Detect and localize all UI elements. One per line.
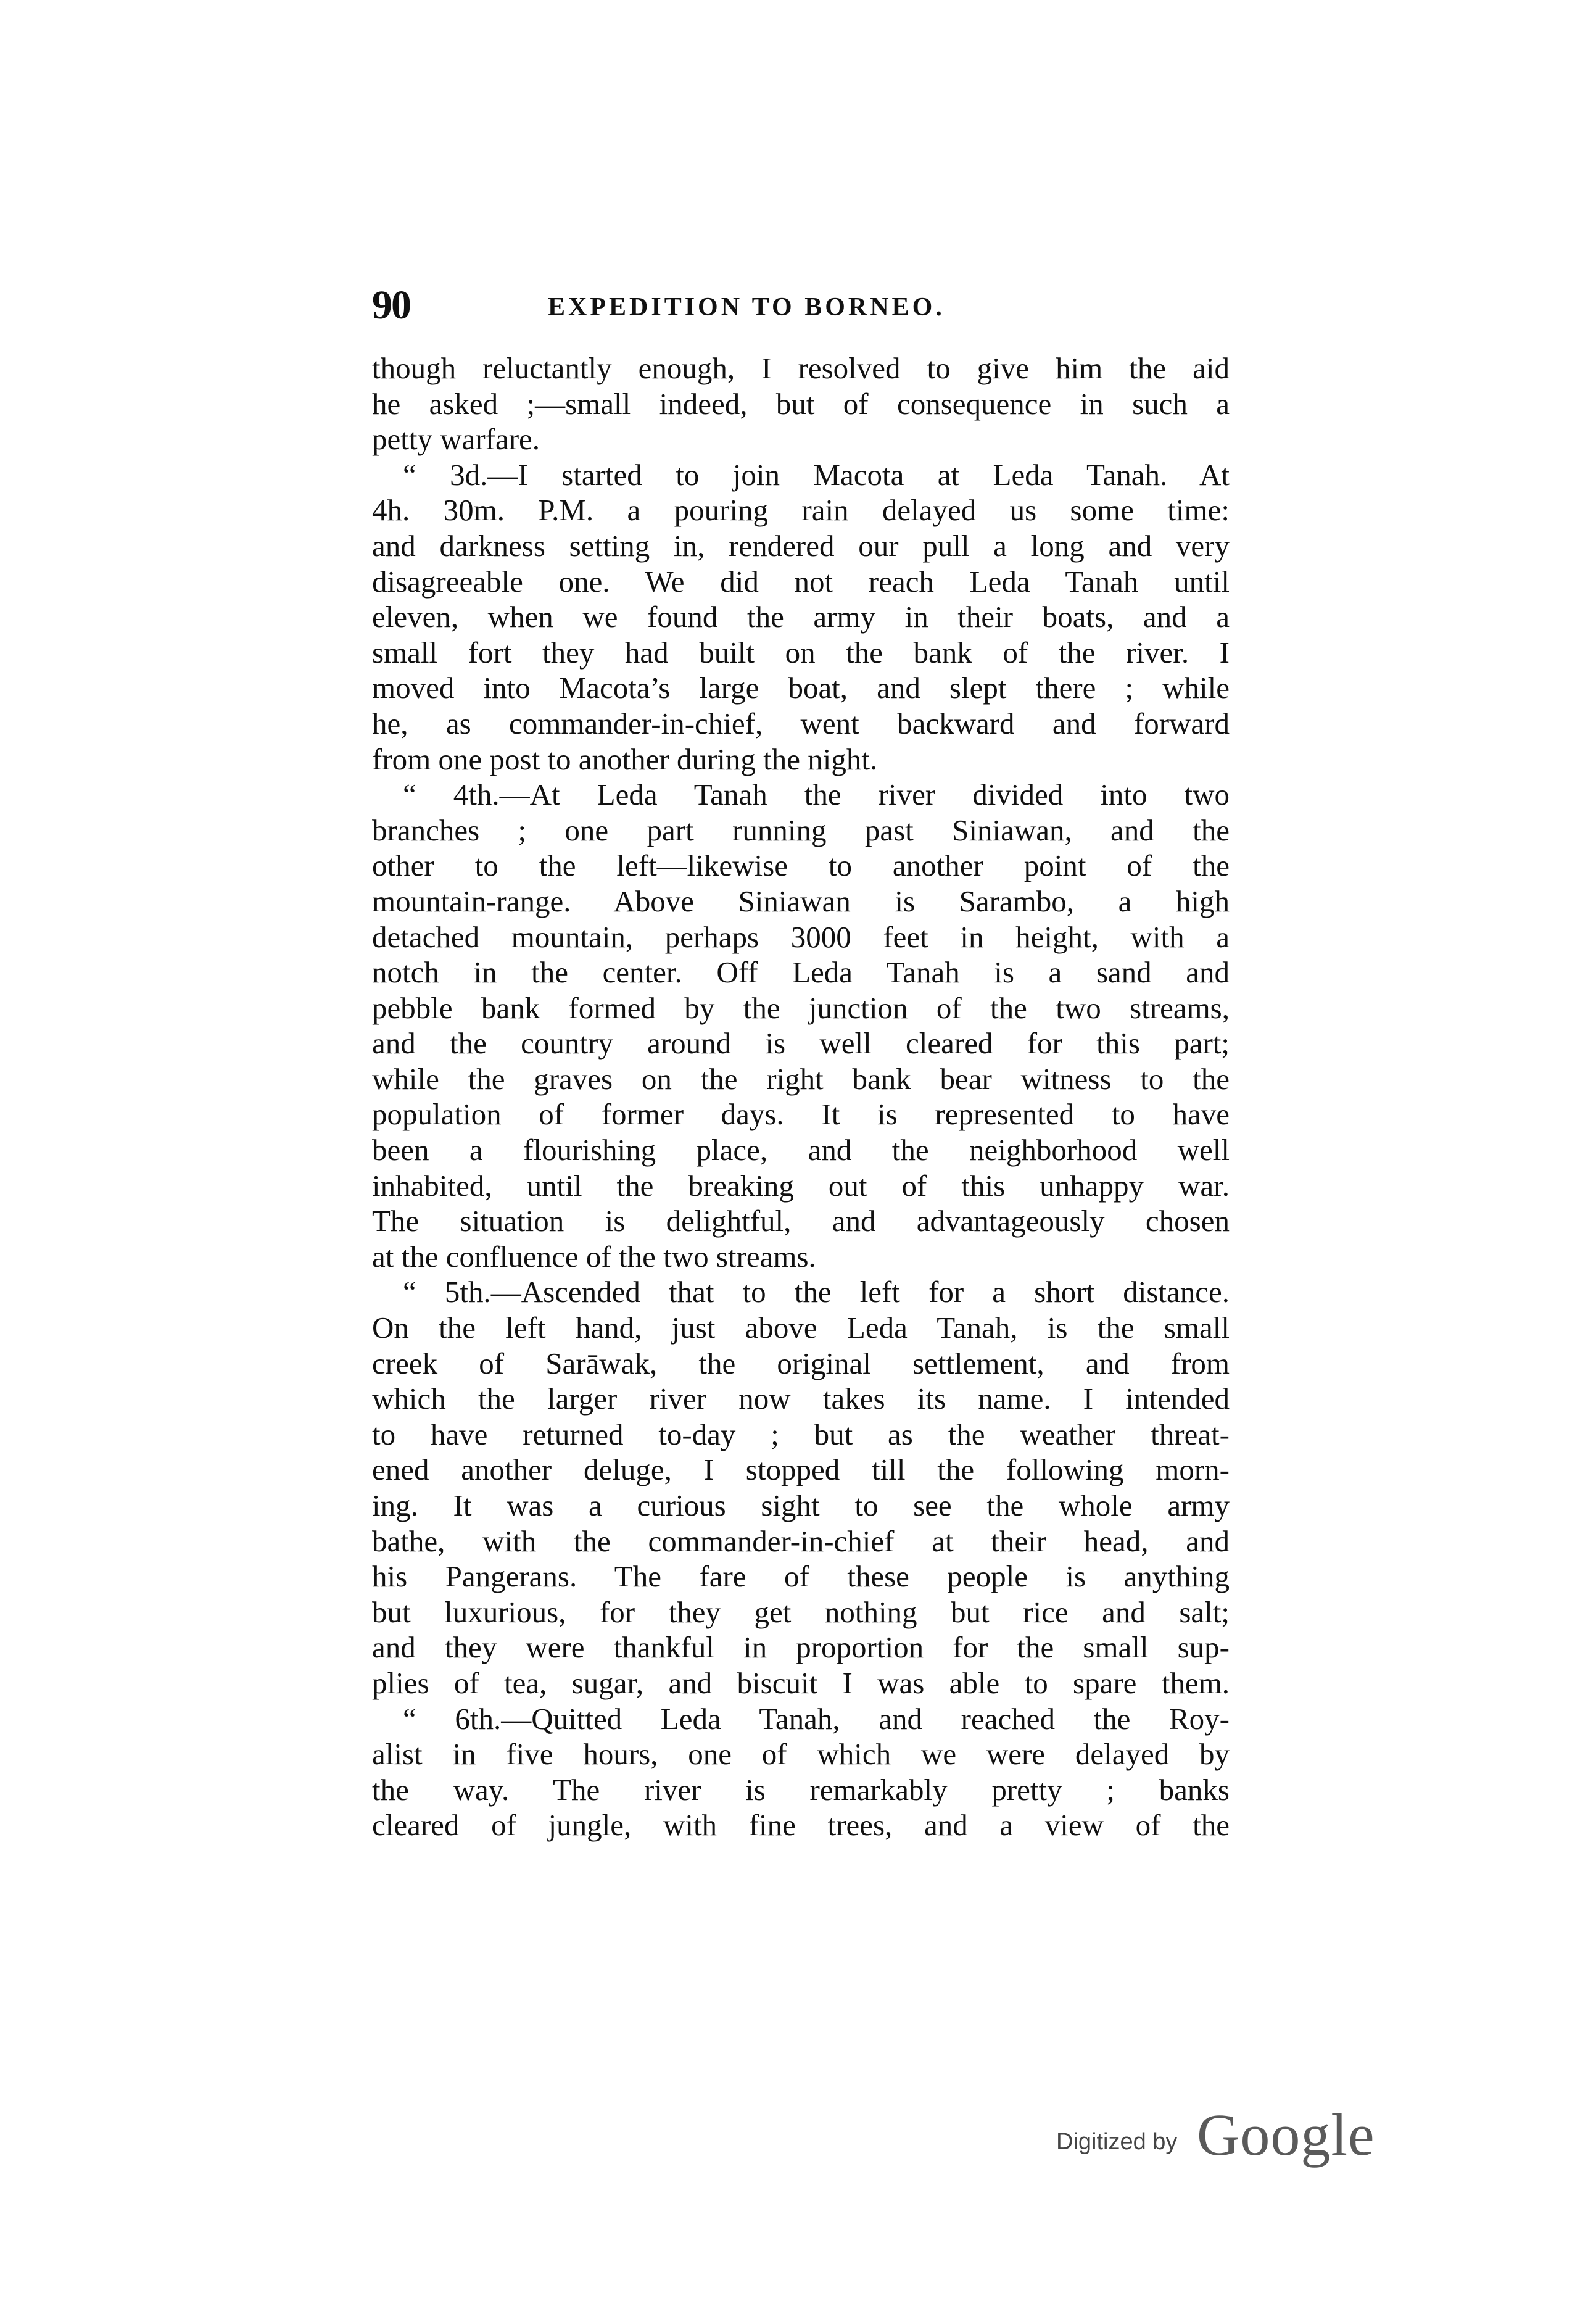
body-text — [372, 350, 1230, 1843]
text-line: moved into Macota’s large boat, and slept there ; while — [372, 671, 1230, 705]
text-line: he, as commander-in-chief, went backward and forward — [372, 706, 1230, 740]
text-line: detached mountain, perhaps 3000 feet in height, with a — [372, 919, 1230, 954]
text-line: ing. It was a curious sight to see the whole army — [372, 1488, 1230, 1522]
text-line: other to the left—likewise to another point of the — [372, 848, 1230, 883]
text-line: though reluctantly enough, I resolved to give him the aid — [372, 351, 1230, 385]
text-line: and they were thankful in proportion for the small sup- — [372, 1630, 1230, 1665]
text-line: and the country around is well cleared for this part; — [372, 1026, 1230, 1061]
text-line: bathe, with the commander-in-chief at their head, and — [372, 1524, 1230, 1558]
google-logo: Google — [1197, 2102, 1375, 2168]
text-line: small fort they had built on the bank of the river. I — [372, 635, 1230, 670]
text-line: he asked ;—small indeed, but of consequence in such a — [372, 386, 1230, 421]
text-line: creek of Sarāwak, the original settlement, and from — [372, 1346, 1230, 1380]
text-line: The situation is delightful, and advantageously chosen — [372, 1204, 1230, 1238]
text-line: inhabited, until the breaking out of this unhappy war. — [372, 1168, 1230, 1203]
text-line: cleared of jungle, with fine trees, and a view of the — [372, 1808, 1230, 1843]
text-line: which the larger river now takes its name. I intended — [372, 1382, 1230, 1416]
text-line: from one post to another during the night. — [372, 742, 878, 776]
text-line: “ 5th.—Ascended that to the left for a short distance. — [403, 1275, 1230, 1309]
text-line: been a flourishing place, and the neighborhood well — [372, 1133, 1230, 1167]
text-line: branches ; one part running past Siniawan, and the — [372, 813, 1230, 847]
text-line: while the graves on the right bank bear witness to the — [372, 1061, 1230, 1096]
page-header — [372, 281, 1230, 330]
text-line: alist in five hours, one of which we were delayed by — [372, 1737, 1230, 1772]
text-line: On the left hand, just above Leda Tanah, is the small — [372, 1311, 1230, 1345]
text-line: the way. The river is remarkably pretty ; banks — [372, 1772, 1230, 1807]
text-line: “ 6th.—Quitted Leda Tanah, and reached the Roy- — [403, 1701, 1230, 1736]
text-line: eleven, when we found the army in their boats, and a — [372, 600, 1230, 634]
text-line: to have returned to-day ; but as the weather threat- — [372, 1417, 1230, 1451]
text-line: notch in the center. Off Leda Tanah is a sand and — [372, 955, 1230, 990]
text-line: mountain-range. Above Siniawan is Sarambo, a high — [372, 884, 1230, 918]
text-line: ened another deluge, I stopped till the following morn- — [372, 1453, 1230, 1487]
running-title: EXPEDITION TO BORNEO. — [548, 293, 945, 321]
text-line: plies of tea, sugar, and biscuit I was able to spare them. — [372, 1665, 1230, 1700]
text-line: but luxurious, for they get nothing but rice and salt; — [372, 1594, 1230, 1629]
text-line: petty warfare. — [372, 422, 540, 457]
digitized-by-label: Digitized by — [1056, 2129, 1178, 2155]
text-line: “ 3d.—I started to join Macota at Leda Tanah. At — [403, 457, 1230, 492]
text-line: 4h. 30m. P.M. a pouring rain delayed us some time: — [372, 493, 1230, 528]
text-line: pebble bank formed by the junction of the two streams, — [372, 990, 1230, 1025]
text-line: his Pangerans. The fare of these people is anything — [372, 1559, 1230, 1594]
text-line: and darkness setting in, rendered our pull a long and very — [372, 528, 1230, 563]
text-line: “ 4th.—At Leda Tanah the river divided into two — [403, 777, 1230, 812]
text-line: population of former days. It is represented to have — [372, 1097, 1230, 1132]
digitized-watermark — [1056, 2101, 1377, 2169]
text-line: disagreeable one. We did not reach Leda Tanah until — [372, 564, 1230, 599]
text-line: at the confluence of the two streams. — [372, 1239, 816, 1274]
page-number: 90 — [372, 283, 410, 328]
